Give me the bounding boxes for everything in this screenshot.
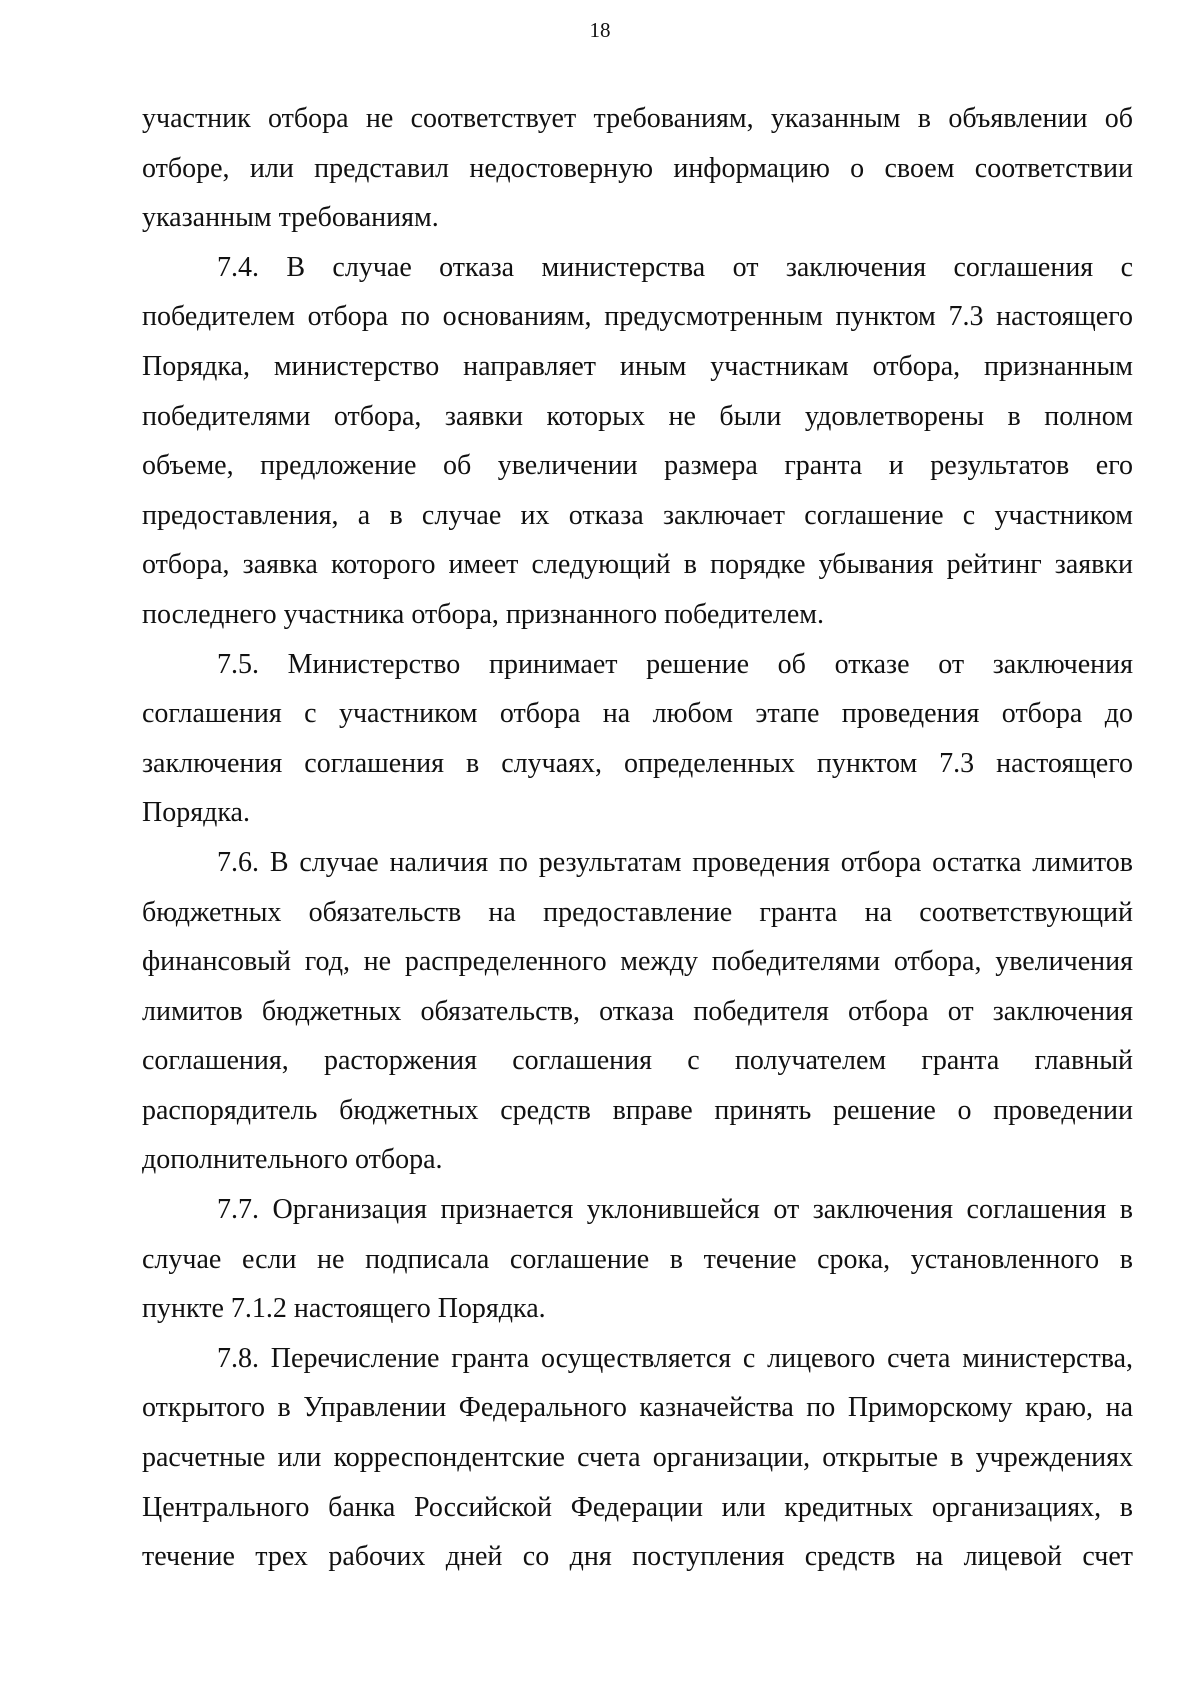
text-line: предоставления, а в случае их отказа заключает соглашение с участником: [142, 499, 1133, 531]
paragraph-7-5: [142, 640, 1133, 838]
page-number: 18: [589, 18, 611, 42]
paragraph-continuation: [142, 94, 1133, 243]
text-line: Порядка.: [142, 797, 250, 829]
text-line: 7.5. Министерство принимает решение об отказе от заключения: [217, 648, 1133, 680]
text-line: дополнительного отбора.: [142, 1144, 443, 1176]
text-line: случае если не подписала соглашение в течение срока, установленного в: [142, 1243, 1133, 1275]
text-line: расчетные или корреспондентские счета организации, открытые в учреждениях: [142, 1442, 1133, 1474]
paragraph-7-7: [142, 1185, 1133, 1334]
text-line: финансовый год, не распределенного между победителями отбора, увеличения: [142, 946, 1133, 978]
text-line: 7.7. Организация признается уклонившейся от заключения соглашения в: [217, 1194, 1133, 1226]
text-line: течение трех рабочих дней со дня поступления средств на лицевой счет: [142, 1541, 1133, 1573]
text-line: открытого в Управлении Федерального казначейства по Приморскому краю, на: [142, 1392, 1133, 1424]
text-line: последнего участника отбора, признанного победителем.: [142, 598, 825, 630]
text-line: заключения соглашения в случаях, определенных пунктом 7.3 настоящего: [142, 747, 1133, 779]
text-line: 7.8. Перечисление гранта осуществляется с лицевого счета министерства,: [217, 1342, 1133, 1374]
text-line: объеме, предложение об увеличении размера гранта и результатов его: [142, 450, 1133, 482]
text-line: лимитов бюджетных обязательств, отказа победителя отбора от заключения: [142, 995, 1133, 1027]
text-line: Порядка, министерство направляет иным участникам отбора, признанным: [142, 350, 1133, 382]
text-line: отбора, заявка которого имеет следующий в порядке убывания рейтинг заявки: [142, 549, 1133, 581]
text-line: победителем отбора по основаниям, предусмотренным пунктом 7.3 настоящего: [142, 301, 1133, 333]
paragraph-7-8: [142, 1334, 1133, 1582]
text-line: победителями отбора, заявки которых не были удовлетворены в полном: [142, 400, 1133, 432]
text-line: Центрального банка Российской Федерации или кредитных организациях, в: [142, 1491, 1133, 1523]
text-line: участник отбора не соответствует требованиям, указанным в объявлении об: [142, 103, 1133, 134]
text-line: отборе, или представил недостоверную информацию о своем соответствии: [142, 152, 1133, 184]
text-line: указанным требованиям.: [142, 202, 439, 234]
document-body: [142, 94, 1133, 1582]
text-line: соглашения, расторжения соглашения с получателем гранта главный: [142, 1045, 1133, 1077]
text-line: пункте 7.1.2 настоящего Порядка.: [142, 1293, 546, 1325]
text-line: 7.6. В случае наличия по результатам проведения отбора остатка лимитов: [217, 846, 1133, 878]
paragraph-7-4: [142, 243, 1133, 640]
paragraph-7-6: [142, 838, 1133, 1185]
text-line: 7.4. В случае отказа министерства от заключения соглашения с: [217, 251, 1133, 283]
text-line: бюджетных обязательств на предоставление гранта на соответствующий: [142, 896, 1133, 928]
text-line: распорядитель бюджетных средств вправе принять решение о проведении: [142, 1094, 1133, 1126]
text-line: соглашения с участником отбора на любом этапе проведения отбора до: [142, 698, 1133, 730]
